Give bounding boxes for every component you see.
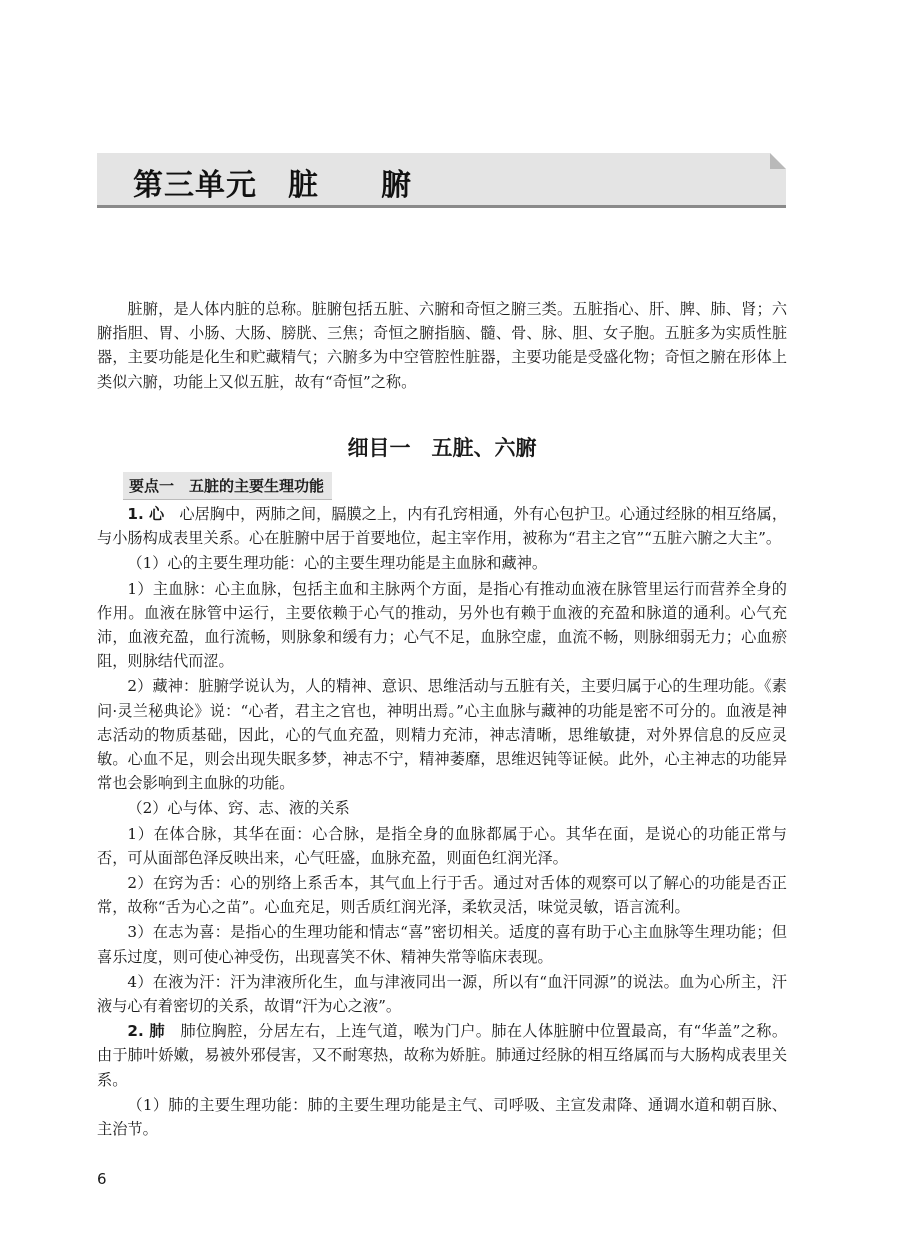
paragraph-text: （1）心的主要生理功能：心的主要生理功能是主血脉和藏神。 [127,554,548,573]
paragraph [97,822,787,870]
paragraph-text: 心居胸中，两肺之间，膈膜之上，内有孔窍相通，外有心包护卫。心通过经脉的相互络属，与小肠构成表里关系。心在脏腑中居于首要地位，起主宰作用，被称为“君主之官”“五脏六腑之大主”。 [97,505,788,548]
paragraph-text: 1）在体合脉，其华在面：心合脉，是指全身的血脉都属于心。其华在面，是说心的功能正常与否，可从面部色泽反映出来，心气旺盛，血脉充盈，则面色红润光泽。 [97,824,787,867]
paragraph-text: 4）在液为汗：汗为津液所化生，血与津液同出一源，所以有“血汗同源”的说法。血为心所主，汗液与心有着密切的关系，故谓“汗为心之液”。 [97,972,787,1016]
chapter-title: 第三单元 脏 腑 [133,168,412,203]
paragraph [97,970,787,1018]
paragraph [97,920,787,968]
paragraph-text: （1）肺的主要生理功能：肺的主要生理功能是主气、司呼吸、主宣发肃降、通调水道和朝百脉、主治节。 [97,1095,787,1139]
paragraph [97,1019,787,1092]
paragraph-text: （2）心与体、窍、志、液的关系 [127,799,350,818]
page-number: 6 [97,1170,107,1188]
paragraph-text: 2）藏神：脏腑学说认为，人的精神、意识、思维活动与五脏有关，主要归属于心的生理功能。《素问·灵兰秘典论》说：“心者，君主之官也，神明出焉。”心主血脉与藏神的功能是密不可分的。血液是神志活动的物质基础，因此，心的气血充盈，则精力充沛，神志清晰，思维敏捷，对外界信息的反应灵敏。心血不足，则会出现失眠多梦，神志不宁，精神萎靡，思维迟钝等证候。此外，心主神志的功能异常也会影响到主血脉的功能。 [97,677,787,793]
paragraph-text: 1）主血脉：心主血脉，包括主血和主脉两个方面，是指心有推动血液在脉管里运行而营养全身的作用。血液在脉管中运行，主要依赖于心气的推动，另外也有赖于血液的充盈和脉道的通利。心气充沛，血液充盈，血行流畅，则脉象和缓有力；心气不足，血脉空虚，血流不畅，则脉细弱无力；心血瘀阻，则脉结代而涩。 [97,579,787,671]
intro-paragraph: 脏腑，是人体内脏的总称。脏腑包括五脏、六腑和奇恒之腑三类。五脏指心、肝、脾、肺、肾；六腑指胆、胃、小肠、大肠、膀胱、三焦；奇恒之腑指脑、髓、骨、脉、胆、女子胞。五脏多为实质性脏器，主要功能是化生和贮藏精气；六腑多为中空管腔性脏器，主要功能是受盛化物；奇恒之腑在形体上类似六腑，功能上又似五脏，故有“奇恒”之称。 [97,300,787,391]
paragraph [97,551,787,575]
main-content [97,502,787,1141]
paragraph [97,1093,787,1141]
paragraph-lead: 2. 肺 [127,1022,165,1041]
paragraph-text: 3）在志为喜：是指心的生理功能和情志“喜”密切相关。适度的喜有助于心主血脉等生理功能；但喜乐过度，则可使心神受伤，出现喜笑不休、精神失常等临床表现。 [97,923,787,966]
paragraph [97,577,787,674]
paragraph-lead: 1. 心 [127,505,165,523]
paragraph [97,674,787,795]
paragraph [97,871,787,919]
paragraph-text: 2）在窍为舌：心的别络上系舌本，其气血上行于舌。通过对舌体的观察可以了解心的功能是否正常，故称“舌为心之苗”。心血充足，则舌质红润光泽，柔软灵活，味觉灵敏，语言流利。 [97,874,787,917]
paragraph-text: 肺位胸腔，分居左右，上连气道，喉为门户。肺在人体脏腑中位置最高，有“华盖”之称。由于肺叶娇嫩，易被外邪侵害，又不耐寒热，故称为娇脏。肺通过经脉的相互络属而与大肠构成表里关系。 [97,1022,788,1089]
chapter-banner [97,153,786,208]
paragraph [97,796,787,820]
keypoint-label: 要点一 五脏的主要生理功能 [123,472,332,500]
section-title: 细目一 五脏、六腑 [347,436,537,460]
paragraph [97,502,787,550]
